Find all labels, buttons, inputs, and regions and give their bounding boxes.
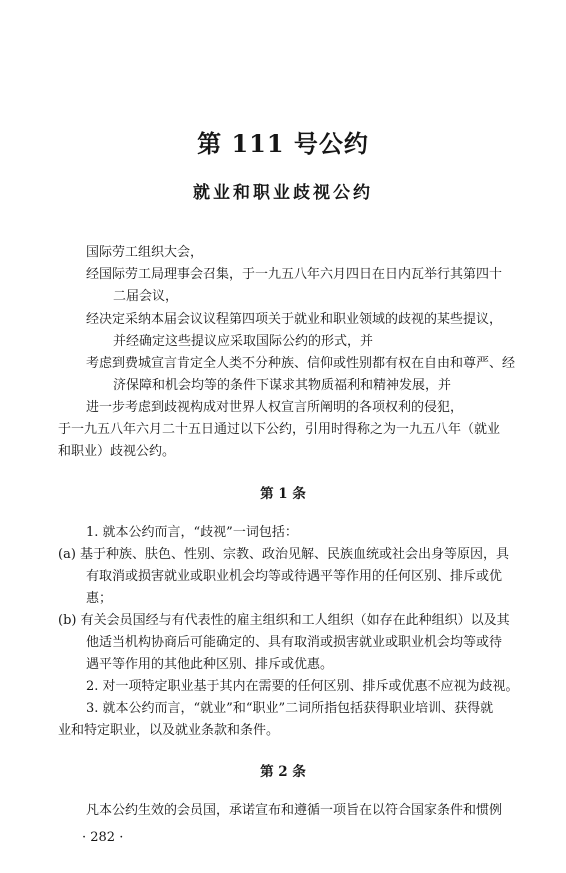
article-1-line: 3. 就本公约而言，“就业”和“职业”二词所指包括获得职业培训、获得就	[86, 701, 494, 716]
article-1-line: 他适当机构协商后可能确定的、具有取消或损害就业或职业机会均等或待	[86, 635, 503, 650]
preamble-line: 济保障和机会均等的条件下谋求其物质福利和精神发展，并	[113, 378, 452, 393]
article-1-line: 2. 对一项特定职业基于其内在需要的任何区别、排斥或优惠不应视为歧视。	[86, 679, 519, 694]
article-1-line: 惠；	[86, 591, 113, 606]
article-1-line: 有取消或损害就业或职业机会均等或待遇平等作用的任何区别、排斥或优	[86, 569, 503, 584]
preamble-line: 二届会议，	[113, 289, 179, 304]
article-1-line: 业和特定职业，以及就业条款和条件。	[58, 723, 280, 738]
preamble-line: 考虑到费城宣言肯定全人类不分种族、信仰或性别都有权在自由和尊严、经	[86, 356, 516, 371]
article-1-heading: 第 1 条	[260, 486, 306, 502]
preamble-line: 于一九五八年六月二十五日通过以下公约，引用时得称之为一九五八年（就业	[58, 422, 501, 437]
preamble-line: 和职业）歧视公约。	[58, 444, 176, 459]
convention-number: 第 111 号公约	[197, 129, 369, 158]
convention-title: 就业和职业歧视公约	[193, 183, 373, 203]
article-1-line: 遇平等作用的其他此种区别、排斥或优惠。	[86, 657, 334, 672]
preamble-line: 国际劳工组织大会，	[86, 245, 204, 260]
article-2-line: 凡本公约生效的会员国，承诺宣布和遵循一项旨在以符合国家条件和惯例	[86, 803, 503, 818]
article-2-heading: 第 2 条	[260, 764, 306, 780]
preamble-line: 经国际劳工局理事会召集，于一九五八年六月四日在日内瓦举行其第四十	[86, 267, 503, 282]
article-1-line: 1. 就本公约而言，“歧视”一词包括：	[86, 525, 298, 540]
article-1-line: (a) 基于种族、肤色、性别、宗教、政治见解、民族血统或社会出身等原因，具	[58, 547, 510, 562]
preamble-line: 经决定采纳本届会议议程第四项关于就业和职业领域的歧视的某些提议，	[86, 312, 503, 327]
preamble-line: 进一步考虑到歧视构成对世界人权宣言所阐明的各项权利的侵犯，	[86, 400, 464, 415]
page-number: · 282 ·	[82, 830, 124, 845]
preamble-line: 并经确定这些提议应采取国际公约的形式，并	[113, 334, 374, 349]
article-1-line: (b) 有关会员国经与有代表性的雇主组织和工人组织（如存在此种组织）以及其	[58, 613, 510, 628]
